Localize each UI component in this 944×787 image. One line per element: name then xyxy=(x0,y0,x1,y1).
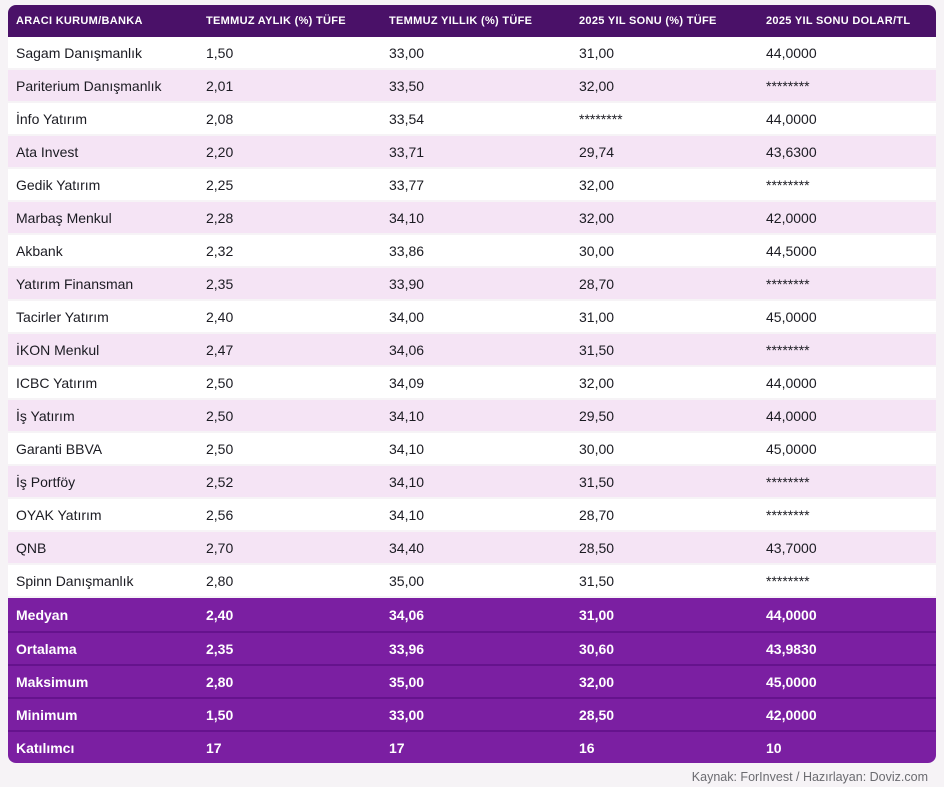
value-cell: 44,0000 xyxy=(758,598,936,631)
value-cell: 2,20 xyxy=(198,136,381,169)
table-row xyxy=(8,202,936,235)
value-cell: 17 xyxy=(381,730,571,763)
summary-row xyxy=(8,664,936,697)
value-cell: 33,77 xyxy=(381,169,571,202)
value-cell: 1,50 xyxy=(198,697,381,730)
value-cell: 43,6300 xyxy=(758,136,936,169)
value-cell: 42,0000 xyxy=(758,202,936,235)
value-cell: 17 xyxy=(198,730,381,763)
value-cell: 34,06 xyxy=(381,334,571,367)
value-cell: 33,54 xyxy=(381,103,571,136)
firm-name: Sagam Danışmanlık xyxy=(8,37,198,70)
value-cell: 45,0000 xyxy=(758,433,936,466)
value-cell: 34,10 xyxy=(381,499,571,532)
value-cell: 34,40 xyxy=(381,532,571,565)
value-cell: 32,00 xyxy=(571,367,758,400)
value-cell: 28,50 xyxy=(571,697,758,730)
value-cell: 33,00 xyxy=(381,37,571,70)
value-cell: 2,47 xyxy=(198,334,381,367)
firm-name: Gedik Yatırım xyxy=(8,169,198,202)
value-cell: 30,60 xyxy=(571,631,758,664)
expectations-table-card xyxy=(8,5,936,763)
value-cell: 31,00 xyxy=(571,598,758,631)
value-cell: 2,80 xyxy=(198,664,381,697)
value-cell: 2,32 xyxy=(198,235,381,268)
value-cell: 34,09 xyxy=(381,367,571,400)
col-header-july-monthly-cpi: TEMMUZ AYLIK (%) TÜFE xyxy=(198,5,381,37)
value-cell: ******** xyxy=(758,565,936,598)
value-cell: 28,70 xyxy=(571,268,758,301)
value-cell: 2,01 xyxy=(198,70,381,103)
summary-row xyxy=(8,697,936,730)
value-cell: 31,50 xyxy=(571,565,758,598)
table-row xyxy=(8,532,936,565)
firm-name: İKON Menkul xyxy=(8,334,198,367)
value-cell: 2,40 xyxy=(198,598,381,631)
col-header-yearend-cpi: 2025 YIL SONU (%) TÜFE xyxy=(571,5,758,37)
table-header xyxy=(8,5,936,37)
firm-name: Garanti BBVA xyxy=(8,433,198,466)
value-cell: 33,86 xyxy=(381,235,571,268)
value-cell: 44,5000 xyxy=(758,235,936,268)
col-header-yearend-usdtry: 2025 YIL SONU DOLAR/TL xyxy=(758,5,936,37)
summary-label: Katılımcı xyxy=(8,730,198,763)
value-cell: 34,06 xyxy=(381,598,571,631)
firm-name: İş Portföy xyxy=(8,466,198,499)
value-cell: 42,0000 xyxy=(758,697,936,730)
firm-name: Pariterium Danışmanlık xyxy=(8,70,198,103)
value-cell: 2,35 xyxy=(198,268,381,301)
firm-name: Marbaş Menkul xyxy=(8,202,198,235)
value-cell: 44,0000 xyxy=(758,103,936,136)
value-cell: 2,52 xyxy=(198,466,381,499)
value-cell: 2,70 xyxy=(198,532,381,565)
value-cell: 2,25 xyxy=(198,169,381,202)
value-cell: 32,00 xyxy=(571,664,758,697)
summary-row xyxy=(8,598,936,631)
value-cell: 34,10 xyxy=(381,400,571,433)
header-row xyxy=(8,5,936,37)
value-cell: 33,90 xyxy=(381,268,571,301)
table-row xyxy=(8,433,936,466)
value-cell: 43,7000 xyxy=(758,532,936,565)
firm-name: İnfo Yatırım xyxy=(8,103,198,136)
table-row xyxy=(8,235,936,268)
firm-name: Yatırım Finansman xyxy=(8,268,198,301)
firm-name: OYAK Yatırım xyxy=(8,499,198,532)
value-cell: ******** xyxy=(758,70,936,103)
firm-name: Tacirler Yatırım xyxy=(8,301,198,334)
value-cell: 28,70 xyxy=(571,499,758,532)
value-cell: 2,56 xyxy=(198,499,381,532)
value-cell: 16 xyxy=(571,730,758,763)
value-cell: ******** xyxy=(758,499,936,532)
summary-label: Ortalama xyxy=(8,631,198,664)
value-cell: 45,0000 xyxy=(758,301,936,334)
summary-label: Minimum xyxy=(8,697,198,730)
table-row xyxy=(8,565,936,598)
value-cell: 32,00 xyxy=(571,202,758,235)
value-cell: 32,00 xyxy=(571,169,758,202)
value-cell: 2,08 xyxy=(198,103,381,136)
value-cell: 34,10 xyxy=(381,466,571,499)
value-cell: 2,35 xyxy=(198,631,381,664)
value-cell: 10 xyxy=(758,730,936,763)
value-cell: 44,0000 xyxy=(758,367,936,400)
summary-label: Medyan xyxy=(8,598,198,631)
source-credit: Kaynak: ForInvest / Hazırlayan: Doviz.com xyxy=(691,770,928,784)
table-row xyxy=(8,169,936,202)
value-cell: ******** xyxy=(758,466,936,499)
value-cell: ******** xyxy=(758,268,936,301)
firm-name: ICBC Yatırım xyxy=(8,367,198,400)
value-cell: 2,40 xyxy=(198,301,381,334)
value-cell: 29,50 xyxy=(571,400,758,433)
table-row xyxy=(8,37,936,70)
col-header-july-annual-cpi: TEMMUZ YILLIK (%) TÜFE xyxy=(381,5,571,37)
value-cell: 31,50 xyxy=(571,466,758,499)
table-row xyxy=(8,334,936,367)
value-cell: 30,00 xyxy=(571,433,758,466)
summary-label: Maksimum xyxy=(8,664,198,697)
value-cell: 35,00 xyxy=(381,664,571,697)
value-cell: 31,00 xyxy=(571,301,758,334)
table-row xyxy=(8,400,936,433)
value-cell: ******** xyxy=(571,103,758,136)
table-row xyxy=(8,70,936,103)
value-cell: 29,74 xyxy=(571,136,758,169)
firm-name: Ata Invest xyxy=(8,136,198,169)
table-row xyxy=(8,103,936,136)
table-row xyxy=(8,466,936,499)
value-cell: 2,50 xyxy=(198,433,381,466)
value-cell: 33,96 xyxy=(381,631,571,664)
table-row xyxy=(8,367,936,400)
value-cell: 44,0000 xyxy=(758,400,936,433)
value-cell: 45,0000 xyxy=(758,664,936,697)
value-cell: 30,00 xyxy=(571,235,758,268)
value-cell: 2,50 xyxy=(198,367,381,400)
value-cell: 33,50 xyxy=(381,70,571,103)
value-cell: ******** xyxy=(758,334,936,367)
value-cell: 2,80 xyxy=(198,565,381,598)
table-row xyxy=(8,268,936,301)
col-header-firm: ARACI KURUM/BANKA xyxy=(8,5,198,37)
value-cell: 33,71 xyxy=(381,136,571,169)
value-cell: 28,50 xyxy=(571,532,758,565)
value-cell: 31,00 xyxy=(571,37,758,70)
value-cell: 2,28 xyxy=(198,202,381,235)
data-rows xyxy=(8,37,936,598)
table-row xyxy=(8,301,936,334)
summary-row xyxy=(8,631,936,664)
value-cell: 33,00 xyxy=(381,697,571,730)
expectations-table xyxy=(8,5,936,763)
value-cell: 31,50 xyxy=(571,334,758,367)
value-cell: 34,10 xyxy=(381,433,571,466)
summary-rows xyxy=(8,598,936,763)
value-cell: 2,50 xyxy=(198,400,381,433)
value-cell: ******** xyxy=(758,169,936,202)
value-cell: 34,10 xyxy=(381,202,571,235)
firm-name: Spinn Danışmanlık xyxy=(8,565,198,598)
summary-row xyxy=(8,730,936,763)
value-cell: 44,0000 xyxy=(758,37,936,70)
value-cell: 35,00 xyxy=(381,565,571,598)
value-cell: 34,00 xyxy=(381,301,571,334)
firm-name: QNB xyxy=(8,532,198,565)
table-row xyxy=(8,499,936,532)
firm-name: Akbank xyxy=(8,235,198,268)
table-row xyxy=(8,136,936,169)
value-cell: 43,9830 xyxy=(758,631,936,664)
firm-name: İş Yatırım xyxy=(8,400,198,433)
value-cell: 32,00 xyxy=(571,70,758,103)
value-cell: 1,50 xyxy=(198,37,381,70)
